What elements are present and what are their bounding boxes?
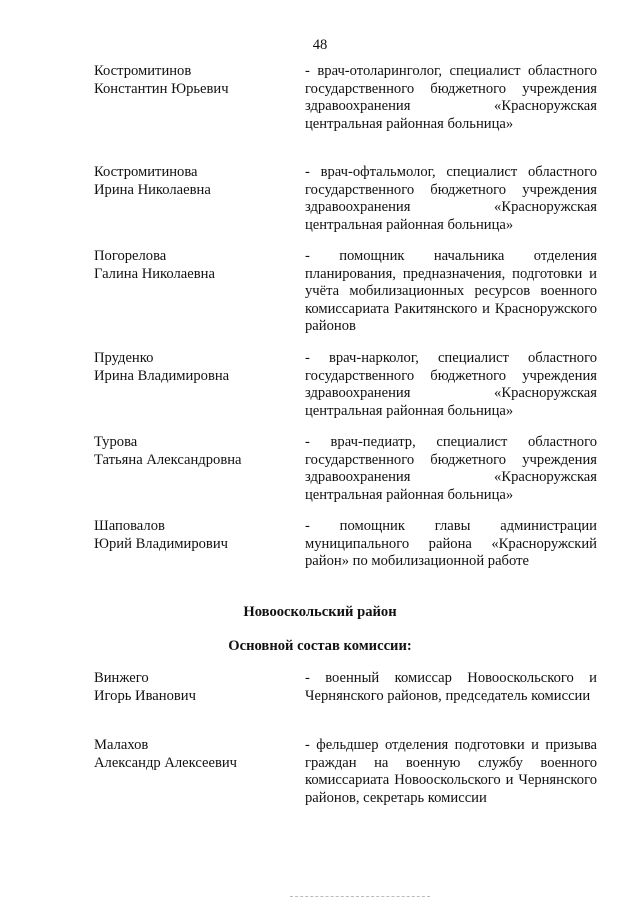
scan-artifact-line xyxy=(290,896,430,897)
member-role: - фельдшер отделения подготовки и призыва граждан на военную службу военного комиссариата Новооскольского и Чернянского районов, секретарь комиссии xyxy=(305,737,597,806)
member-surname: Малахов xyxy=(94,737,149,753)
member-name xyxy=(94,670,294,705)
member-given-name: Галина Николаевна xyxy=(94,265,215,282)
member-role: - помощник начальника отделения планирования, предназначения, подготовки и учёта мобилизационных ресурсов военного комиссариата Ракитянского и Красноружского районов xyxy=(305,248,597,335)
member-name xyxy=(94,518,294,553)
member-surname: Погорелова xyxy=(94,248,167,264)
member-given-name: Юрий Владимирович xyxy=(94,535,228,552)
member-surname: Турова xyxy=(94,434,138,450)
member-name xyxy=(94,164,294,199)
member-given-name: Александр Алексеевич xyxy=(94,754,238,771)
member-surname: Костромитинов xyxy=(94,63,192,79)
member-role: - помощник главы администрации муниципального района «Красноружский район» по мобилизационной работе xyxy=(305,518,597,570)
member-given-name: Константин Юрьевич xyxy=(94,80,229,97)
member-role: - военный комиссар Новооскольского и Чернянского районов, председатель комиссии xyxy=(305,670,597,704)
member-given-name: Игорь Иванович xyxy=(94,687,196,704)
member-role: - врач-отоларинголог, специалист областного государственного бюджетного учреждения здравоохранения «Красноружская центральная районная больница» xyxy=(305,63,597,132)
member-surname: Шаповалов xyxy=(94,518,165,534)
member-role: - врач-офтальмолог, специалист областного государственного бюджетного учреждения здравоохранения «Красноружская центральная районная больница» xyxy=(305,164,597,233)
district-heading: Новооскольский район xyxy=(243,604,397,620)
member-name xyxy=(94,737,294,772)
member-role: - врач-педиатр, специалист областного государственного бюджетного учреждения здравоохранения «Красноружская центральная районная больница» xyxy=(305,434,597,503)
member-role: - врач-нарколог, специалист областного государственного бюджетного учреждения здравоохранения «Красноружская центральная районная больница» xyxy=(305,350,597,419)
member-name xyxy=(94,350,294,385)
member-surname: Винжего xyxy=(94,670,149,686)
member-surname: Пруденко xyxy=(94,350,154,366)
member-name xyxy=(94,63,294,98)
member-name xyxy=(94,248,294,283)
member-given-name: Татьяна Александровна xyxy=(94,451,242,468)
member-surname: Костромитинова xyxy=(94,164,198,180)
member-given-name: Ирина Николаевна xyxy=(94,181,211,198)
member-name xyxy=(94,434,294,469)
member-given-name: Ирина Владимировна xyxy=(94,367,230,384)
section-heading: Основной состав комиссии: xyxy=(228,638,412,654)
page-number: 48 xyxy=(312,37,328,53)
